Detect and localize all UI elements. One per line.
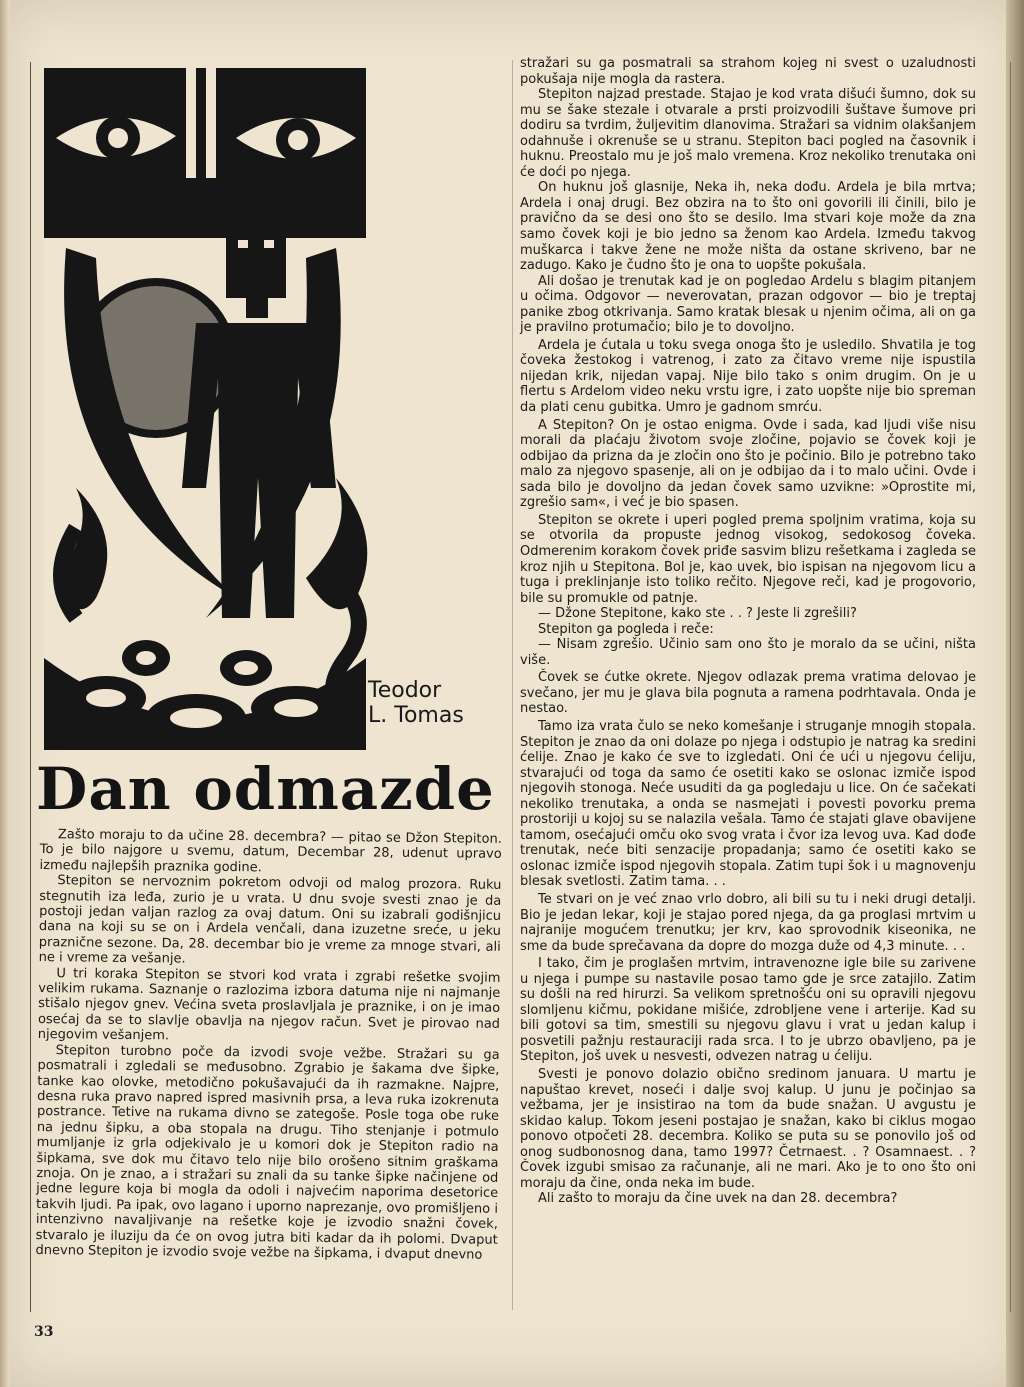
column-divider bbox=[512, 60, 513, 1310]
paragraph: Čovek se ćutke okrete. Njegov odlazak prema vratima delovao je svečano, jer mu je glava bila pognuta a ramena podrhtavala. Onda je nestao. bbox=[520, 670, 976, 717]
paragraph: Ali došao je trenutak kad je on pogledao Ardelu s blagim pitanjem u očima. Odgovor — neverovatan, prazan odgovor — bio je treptaj panike zbog otkrivanja. Samo kratak blesak u njenim očima, ali on ga je pravilno protumačio; bilo je to dovoljno. bbox=[520, 273, 976, 336]
paragraph: Stepiton se okrete i uperi pogled prema spoljnim vratima, koja su se otvorila da propuste jednog visokog, sedokosog čoveka. Odmerenim korakom čovek priđe sasvim blizu rešetkama i zagleda se kroz njih u Stepitona. Bol je, kao uvek, bio ispisan na njegovom licu a tuga i preklinjanje isto toliko rečito. Njegove reči, kad je progovorio, bile su promukle od patnje. bbox=[520, 512, 976, 606]
paragraph: Stepiton se nervoznim pokretom odvoji od malog prozora. Ruku stegnutih iza leđa, zurio je u vrata. U dnu svoje svesti znao je da postoji jedan valjan razlog za ovaj datum. Oni su izabrali godišnjicu dana na koji su se on i Ardela venčali, dana izuzetne sreće, u jeku praznične sezone. Da, 28. decembar bio je vreme za mnoge stvari, ali ne i vreme za vešanje. bbox=[38, 873, 502, 967]
paragraph: I tako, čim je proglašen mrtvim, intravenozne igle bile su zarivene u njega i pumpe su nastavile posao tamo gde je srce zatajilo. Zatim su došli na red hirurzi. Sa velikom spretnošću oni su opravili njegovu slomljenu kičmu, pokidane mišiće, zdrobljene vene i arterije. Kad su bili gotovi sa tim, smestili su njegovu glavu i vrat u jedan kalup i posvetili pažnju restauraciji rada srca. I to je ubrzo obavljeno, pa je Stepiton, još uvek u nesvesti, odvezen natrag u ćeliju. bbox=[520, 956, 976, 1065]
paragraph: Svesti je ponovo dolazio obično sredinom januara. U martu je napuštao krevet, noseći i dalje svoj kalup. U junu je počinjao sa vežbama, jer je insistirao na tom da bude snažan. U avgustu je skidao kalup. Tokom jeseni postajao je snažan, kako bi ciklus mogao ponovo otpočeti 28. decembra. Koliko se puta su se ponovilo još od onog sudbonosnog dana, tamo 1997? Četrnaest. . ? Osamnaest. . ? Čovek izgubi smisao za računanje, ali ne mari. Ako je to ono što oni moraju da čine, onda neka im bude. bbox=[520, 1067, 976, 1191]
author-byline bbox=[368, 678, 508, 728]
left-margin-rule bbox=[30, 62, 31, 1312]
author-last-name: L. Tomas bbox=[368, 703, 464, 728]
paragraph: Stepiton ga pogleda i reče: bbox=[538, 621, 714, 637]
author-first-name: Teodor bbox=[368, 678, 442, 703]
paragraph: Ali zašto to moraju da čine uvek na dan 28. decembra? bbox=[538, 1191, 898, 1207]
page-right-edge bbox=[1006, 0, 1024, 1387]
dialogue-line: — Nisam zgrešio. Učinio sam ono što je moralo da se učini, ništa više. bbox=[520, 637, 976, 668]
paragraph: Ardela je ćutala u toku svega onoga što je usledilo. Shvatila je tog čoveka žestokog i vatrenog, i zato za čitavo vreme nije ispustila nijedan krik, nijedan vapaj. Nije bilo tako s onim drugim. On je u flertu s Ardelom video neku vrstu igre, i zato uopšte nije bio spreman da plati cenu gubitka. Umro je gadnom smrću. bbox=[520, 337, 976, 416]
paragraph: stražari su ga posmatrali sa strahom kojeg ni svest o uzaludnosti pokušaja nije mogla da rastera. bbox=[520, 56, 976, 87]
paragraph: Te stvari on je već znao vrlo dobro, ali bili su tu i neki drugi detalji. Bio je jedan lekar, koji je stajao pored njega, da ga proglasi mrtvim u najranije mogućem trenutku; jer krv, kao sprovodnik kiseonika, ne sme da bude sprečavana da dopre do mozga duže od 4,3 minute. . . bbox=[520, 891, 976, 954]
article-title: Dan odmazde bbox=[36, 755, 495, 823]
paragraph: Stepiton najzad prestade. Stajao je kod vrata dišući šumno, dok su mu se šake stezale i otvarale a prsti proizvodili šuštave šumove pri dodiru sa tvrdim, žuljevitim dlanovima. Stražari sa vidnim olakšanjem odahnuše i okrenuše se u stranu. Stepiton baci pogled na časovnik i huknu. Preostalo mu je još malo vremena. Kroz nekoliko trenutaka oni će doći po njega. bbox=[520, 87, 976, 180]
paragraph: On huknu još glasnije, Neka ih, neka dođu. Ardela je bila mrtva; Ardela i onaj drugi. Bez obzira na to što oni govorili ili činili, bilo je pravično da se desi ono što se desilo. Ima stvari koje može da zna samo čovek koji je bio jedno sa ženom kao Ardela. Između takvog muškarca i takve žene ne može ništa da ostane skriveno, bar ne zadugo. Kako je čudno što je ona to uopšte pokušala. bbox=[520, 180, 976, 274]
page-left-edge bbox=[0, 0, 10, 1387]
paragraph: Tamo iza vrata čulo se neko komešanje i struganje mnogih stopala. Stepiton je znao da oni dolaze po njega i odstupio je natrag ka sredini ćelije. Znao je kako će sve to izgledati. Oni će ući u njegovu ćeliju, stvarajući od toga da samo će osetiti kako se oslonac izmiče ispod njegovih stonoga. Neće usuditi da ga pogledaju u lice. On će sačekati nekoliko trenutaka, a onda se nasmejati i povesti povorku prema prostoriji u kojoj su se nalazila vešala. Tamo će stajati glave obavijene tamom, osećajući omču oko svog vrata i čvor iza levog uva. Kad dođe trenutak, neće biti senzacije propadanja; samo će osetiti kako se oslonac izmiče ispod njegovih stopala. Zatim tupi šok i u magnovenju blesak svetlosti. Zatim tama. . . bbox=[520, 718, 976, 890]
right-margin-rule bbox=[1010, 62, 1011, 1312]
paragraph: A Stepiton? On je ostao enigma. Ovde i sada, kad ljudi više nisu morali da plaćaju životom svoje zločine, pojavio se čovek koji je odbijao da prizna da je zločin ono što je počinio. Bilo je potrebno tako malo za njegovo spasenje, ali on je odbijao da i to malo učini. Ovde i sada bilo je dovoljno da jedan čovek samo uzvikne: »Oprostite mi, zgrešio sam«, i već je bio spasen. bbox=[520, 417, 976, 511]
article-illustration bbox=[36, 58, 496, 758]
page-number: 33 bbox=[34, 1324, 54, 1340]
paragraph: U tri koraka Stepiton se stvori kod vrata i zgrabi rešetke svojim velikim rukama. Saznanje o razlozima izbora datuma nije ni najmanje stišalo njegov gnev. Većina sveta proslavljala je praznike, i on je imao osećaj da se to slavlje obavlja na njegov račun. Svet je pirovao nad njegovim vešanjem. bbox=[37, 965, 501, 1044]
right-text-column bbox=[520, 56, 976, 1207]
left-text-column bbox=[35, 827, 501, 1263]
paragraph: Stepiton turobno poče da izvodi svoje vežbe. Stražari su ga posmatrali i zgledali se međusobno. Zgrabio je šakama dve šipke, tanke kao olovke, metodično pokušavajući da ih razmakne. Najpre, desna ruka pravo napred ispred masivnih prsa, a leva ruka izokrenuta postrance. Tetive na rukama divno se zategoše. Posle toga obe ruke na jednu šipku, a oba stopala na drugu. Tiho stenjanje i potmulo mumljanje iz grla odjekivalo je u komori dok je Stepiton radio na šipkama, sve dok mu čitavo telo nije bilo orošeno sitnim graškama znoja. On je znao, a i stražari su znali da su tanke šipke načinjene od jedne legure koja bi mogla da odoli i najvećim naporima desetorice takvih ljudi. Pa ipak, ovo lagano i uporno naprezanje, ovo promišljeno i intenzivno navaljivanje na rešetke koje je izvodio snažni čovek, stvaralo je iluziju da će on ovog jutra biti kadar da ih polomi. Dvaput dnevno Stepiton je izvodio svoje vežbe na šipkama, i dvaput dnevno bbox=[35, 1042, 500, 1263]
figure-head bbox=[226, 218, 286, 298]
paragraph: Zašto moraju to da učine 28. decembra? — pitao se Džon Stepiton. To je bilo najgore u svemu, datum, Decembar 28, udenut upravo između najlepših praznika godine. bbox=[39, 827, 502, 876]
dialogue-line: — Džone Stepitone, kako ste . . ? Jeste li zgrešili? bbox=[538, 606, 857, 622]
